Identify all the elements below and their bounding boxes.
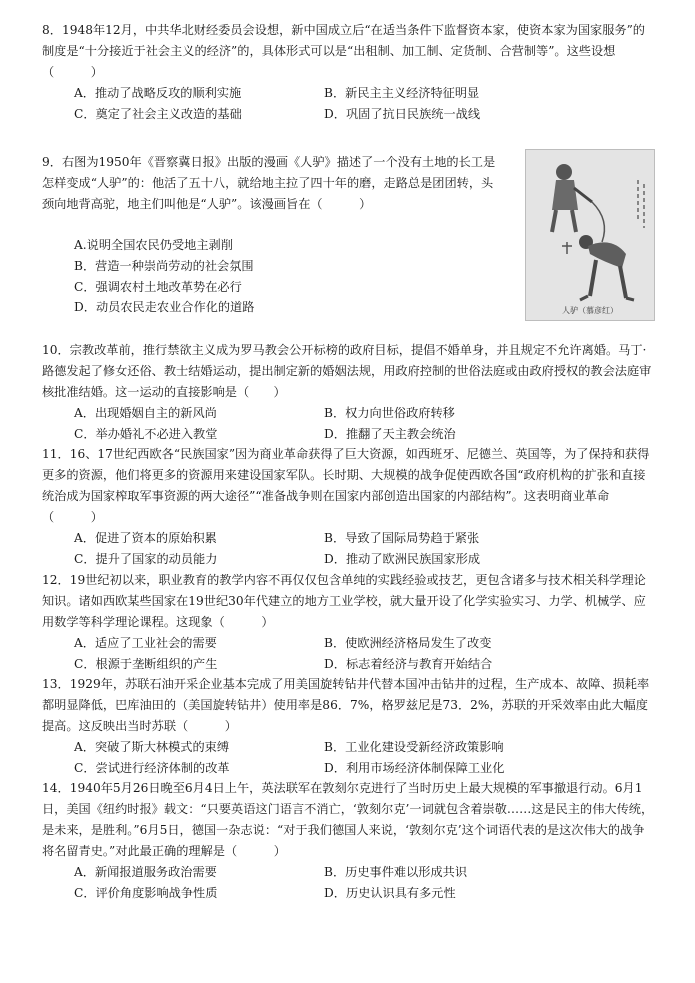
option-d: D．标志着经济与教育开始结合 [324,656,493,671]
question-stem: 12．19世纪初以来，职业教育的教学内容不再仅仅包含单纯的实践经验或技艺，更包含诸多与技术相关科学理论知识。诸如西欧某些国家在19世纪30年代建立的地方工业学校，就大量开设了化学实验实习、力学、机械学、应用数学等科学理论课程。这现象（ ） [42,573,646,629]
option-c: C．提升了国家的动员能力 [74,551,218,566]
options [42,528,654,570]
option-a: A．新闻报道服务政治需要 [74,864,217,879]
cartoon-image [525,149,655,321]
question-stem: 10．宗教改革前，推行禁欲主义成为罗马教会公开标榜的政府目标，提倡不婚单身，并且规定不允许离婚。马丁·路德发起了修女还俗、教士结婚运动，提出制定新的婚姻法规，用政府控制的世俗法庭或由政府授权的教会法庭审核批准结婚。这一运动的直接影响是（ ） [42,343,652,399]
option-c: C．根源于垄断组织的产生 [74,656,218,671]
options [42,633,654,675]
options [42,83,654,125]
option-b: B．工业化建设受新经济政策影响 [324,739,504,754]
question-stem: 8．1948年12月，中共华北财经委员会设想，新中国成立后“在适当条件下监督资本家，使资本家为国家服务”的制度是“十分接近于社会主义的经济”的，具体形式可以是“出租制、加工制、定货制、合营制等”。这些设想（ ） [42,23,645,79]
cartoon-caption: 人驴（慕彦红） [562,306,618,315]
option-c: C．举办婚礼不必进入教堂 [74,426,218,441]
option-b: B．营造一种崇尚劳动的社会氛围 [74,258,254,273]
option-d: D．推动了欧洲民族国家形成 [324,551,481,566]
option-d: D．动员农民走农业合作化的道路 [74,300,255,315]
options [42,862,654,904]
question-stem: 11．16、17世纪西欧各“民族国家”因为商业革命获得了巨大资源，如西班牙、尼德兰、英国等，为了保持和获得更多的资源，他们将更多的资源用来建设国家军队。长时期、大规模的战争促使西欧各国“政府机构的扩张和直接统治成为国家榨取军事资源的两大途径”“准备战争则在国家内部创造出国家的内部结构”。这表明商业革命（ ） [42,447,650,524]
option-b: B．使欧洲经济格局发生了改变 [324,635,492,650]
question-11 [42,444,654,569]
question-stem: 13．1929年，苏联石油开采企业基本完成了用美国旋转钻井代替本国冲击钻井的过程，生产成本、故障、损耗率都明显降低，巴库油田的（美国旋转钻井）使用率是86．7%，格罗兹尼是73．2%，苏联的开采效率由此大幅度提高。这反映出当时苏联（ ） [42,677,650,733]
option-b: B．权力向世俗政府转移 [324,405,455,420]
question-8 [42,20,654,125]
question-12 [42,570,654,675]
option-c: C．奠定了社会主义改造的基础 [74,106,242,121]
option-a: A．适应了工业社会的需要 [74,635,217,650]
question-stem: 14．1940年5月26日晚至6月4日上午，英法联军在敦刻尔克进行了当时历史上最大规模的军事撤退行动。6月1日，美国《纽约时报》载文：“只要英语这门语言不消亡，‘敦刻尔克’一词就包含着崇敬……这是民主的伟大传统，是未来，是胜利。”6月5日，德国一杂志说：“对于我们德国人来说，‘敦刻尔克’这个词语代表的是这次伟大的战争将名留青史。”对此最正确的理解是（ ） [42,781,654,858]
option-c: C．尝试进行经济体制的改革 [74,760,230,775]
option-a: A．出现婚姻自主的新风尚 [74,405,217,420]
cartoon-drawing [526,150,654,320]
question-13 [42,674,654,779]
option-a: A．促进了资本的原始积累 [74,530,217,545]
question-stem: 9．右图为1950年《晋察冀日报》出版的漫画《人驴》描述了一个没有土地的长工是怎样变成“人驴”的：他活了五十八，就给地主拉了四十年的磨，走路总是团团转，头颈向地背高驼，地主们叫他是“人驴”。该漫画旨在（ ） [42,155,496,211]
option-d: D．利用市场经济体制保障工业化 [324,760,505,775]
option-d: D．推翻了天主教会统治 [324,426,456,441]
options [42,737,654,779]
option-b: B．历史事件难以形成共识 [324,864,468,879]
option-a: A.说明全国农民仍受地主剥削 [74,237,233,252]
options [42,403,654,445]
option-d: D．巩固了抗日民族统一战线 [324,106,481,121]
question-10 [42,340,654,445]
option-b: B．新民主主义经济特征明显 [324,85,480,100]
option-c: C．强调农村土地改革势在必行 [74,279,242,294]
option-d: D．历史认识具有多元性 [324,885,456,900]
option-b: B．导致了国际局势趋于紧张 [324,530,480,545]
option-c: C．评价角度影响战争性质 [74,885,218,900]
question-14 [42,778,654,903]
option-a: A．推动了战略反攻的顺利实施 [74,85,242,100]
option-a: A．突破了斯大林模式的束缚 [74,739,230,754]
